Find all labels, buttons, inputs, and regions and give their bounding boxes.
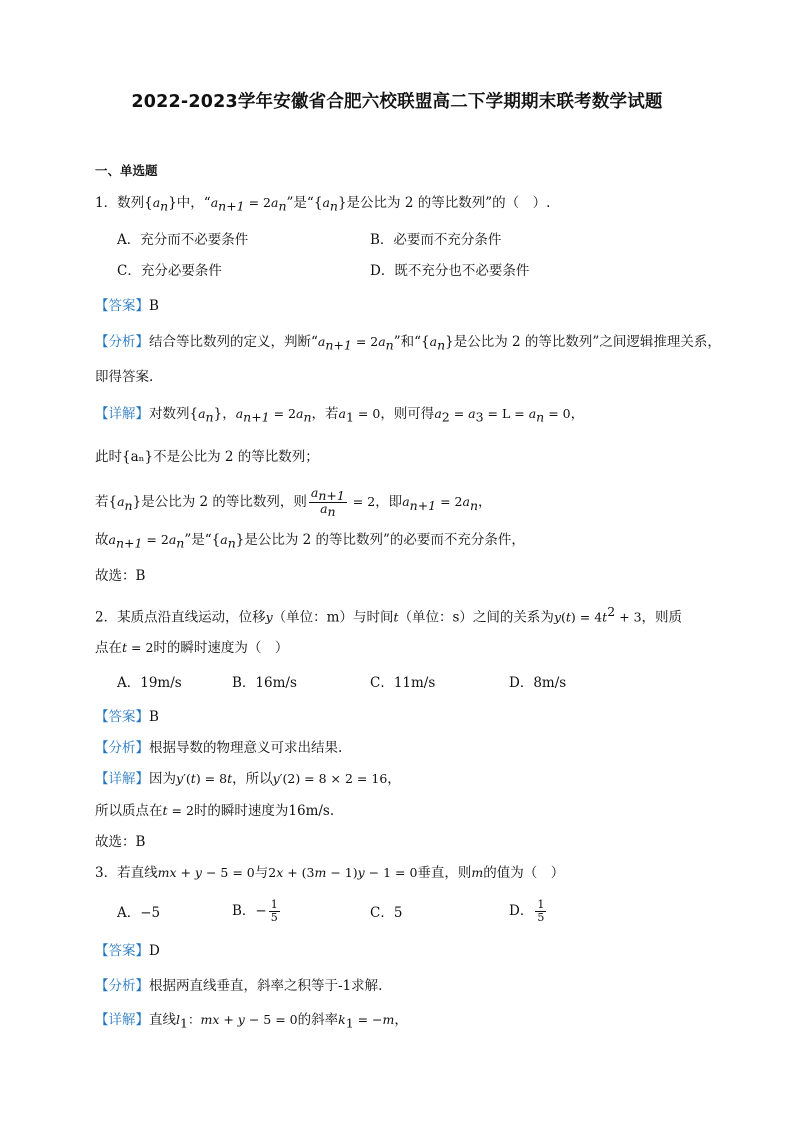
q1-conclusion: 故选：B	[95, 568, 146, 584]
q3-answer: 【答案】D	[95, 943, 160, 959]
question-2-stem: 2．某质点沿直线运动，位移y（单位：m）与时间t（单位：s）之间的关系为$y(t) = 4t^2 + 3$，则质	[95, 604, 683, 626]
question-1-stem: 1．数列$\{a_n\}$中，“$a_{n+1} = 2a_n$”是“$\{a_n\}$是公比为 2 的等比数列”的（ ）.	[95, 195, 551, 214]
q1-analysis-cont: 即得答案.	[95, 369, 154, 385]
q1-option-c[interactable]: C．充分必要条件	[117, 263, 222, 279]
q2-analysis: 【分析】根据导数的物理意义可求出结果.	[95, 740, 343, 756]
q2-option-c[interactable]: C．11m/s	[370, 675, 436, 691]
q2-conclusion: 故选：B	[95, 834, 146, 850]
q1-option-b[interactable]: B．必要而不充分条件	[370, 232, 502, 248]
q1-analysis: 【分析】结合等比数列的定义，判断“$a_{n+1} = 2a_n$”和“$\{a_n\}$是公比为 2 的等比数列”之间逻辑推理关系，	[95, 334, 721, 353]
q3-option-c[interactable]: C．5	[370, 905, 403, 921]
q1-option-d[interactable]: D．既不充分也不必要条件	[370, 263, 530, 279]
q2-detail-1: 【详解】因为y′(t) = 8t，所以y′(2) = 8 × 2 = 16，	[95, 771, 401, 787]
document-title: 2022-2023学年安徽省合肥六校联盟高二下学期期末联考数学试题	[131, 92, 663, 112]
question-3-stem: 3．若直线mx + y − 5 = 0与2x + (3m − 1)y − 1 = 0垂直，则m的值为（ ）	[95, 865, 565, 881]
q2-detail-2: 所以质点在t = 2时的瞬时速度为16m/s.	[95, 803, 335, 819]
q3-detail: 【详解】直线$l_1$：mx + y − 5 = 0的斜率$k_1 = -m$，	[95, 1012, 408, 1031]
q1-option-a[interactable]: A．充分而不必要条件	[117, 232, 249, 248]
q2-option-b[interactable]: B．16m/s	[232, 675, 297, 691]
q2-answer: 【答案】B	[95, 709, 159, 725]
question-2-stem-cont: 点在t = 2时的瞬时速度为（ ）	[95, 640, 289, 656]
q2-option-a[interactable]: A．19m/s	[117, 675, 182, 691]
q3-option-b[interactable]: B．− $\frac{1}{5}$	[232, 898, 278, 924]
q1-detail-4: 故$a_{n+1} = 2a_n$”是“$\{a_n\}$是公比为 2 的等比数列”的必要而不充分条件，	[95, 532, 525, 551]
q3-option-d[interactable]: D． $\frac{1}{5}$	[509, 898, 545, 924]
q3-analysis: 【分析】根据两直线垂直，斜率之积等于-1求解.	[95, 978, 383, 994]
q1-detail-2: 此时{aₙ}不是公比为 2 的等比数列；	[95, 449, 319, 465]
q3-option-a[interactable]: A．−5	[117, 905, 161, 921]
q2-option-d[interactable]: D．8m/s	[509, 675, 567, 691]
q1-detail-1: 【详解】对数列$\{a_n\}$，$a_{n+1} = 2a_n$，若$a_1 = 0$，则可得$a_2 = a_3 = L = a_n = 0$，	[95, 406, 585, 425]
q1-answer: 【答案】B	[95, 298, 159, 314]
q1-detail-3: 若$\{a_n\}$是公比为 2 的等比数列，则 $\frac{a_{n+1}}{a_n}$ = 2，即$a_{n+1} = 2a_n$，	[95, 485, 492, 520]
section-heading: 一、单选题	[95, 163, 158, 178]
